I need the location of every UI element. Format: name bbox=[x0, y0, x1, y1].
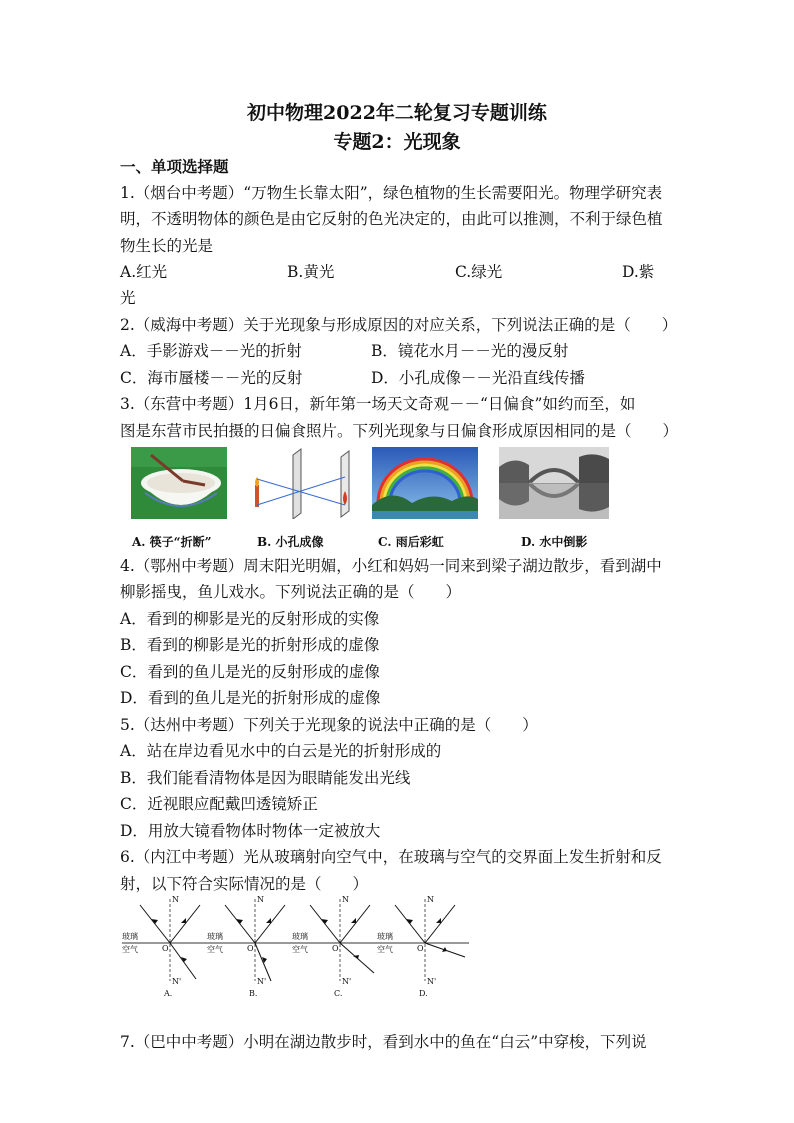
normal-label-n2: N' bbox=[427, 977, 437, 986]
q1-option-a: A.红光 bbox=[120, 263, 168, 281]
ray-diagram-d bbox=[377, 895, 469, 1000]
origin-label: O bbox=[247, 944, 254, 953]
diagram-label-a: A. bbox=[164, 989, 173, 998]
caption-d: D. 水中倒影 bbox=[521, 535, 588, 549]
q5-option-a: A．站在岸边看见水中的白云是光的折射形成的 bbox=[120, 742, 442, 760]
diagram-label-d: D. bbox=[419, 989, 428, 998]
normal-label-n: N bbox=[257, 895, 264, 904]
air-label: 空气 bbox=[207, 945, 223, 954]
q2-option-c: C．海市蜃楼－－光的反射 bbox=[120, 369, 303, 387]
glass-label: 玻璃 bbox=[292, 932, 308, 941]
q3-line-2: 图是东营市民拍摄的日偏食照片。下列光现象与日偏食形成原因相同的是（ ） bbox=[120, 422, 679, 440]
photo-water-reflection bbox=[499, 447, 609, 519]
air-label: 空气 bbox=[122, 945, 138, 954]
diagram-label-b: B. bbox=[249, 989, 258, 998]
origin-label: O bbox=[332, 944, 339, 953]
q6-line-2: 射，以下符合实际情况的是（ ） bbox=[120, 875, 369, 893]
air-label: 空气 bbox=[292, 945, 308, 954]
q2-line-1: 2.（威海中考题）关于光现象与形成原因的对应关系，下列说法正确的是（ ） bbox=[120, 316, 678, 334]
normal-label-n2: N' bbox=[342, 977, 352, 986]
origin-label: O bbox=[417, 944, 424, 953]
origin-label: O bbox=[162, 944, 169, 953]
caption-b: B. 小孔成像 bbox=[257, 535, 324, 549]
caption-a: A. 筷子“折断” bbox=[132, 535, 212, 549]
q4-option-c: C．看到的鱼儿是光的反射形成的虚像 bbox=[120, 663, 380, 681]
ray-diagram-b bbox=[207, 895, 299, 1000]
q1-option-c: C.绿光 bbox=[455, 263, 503, 281]
normal-label-n2: N' bbox=[172, 977, 182, 986]
q4-option-b: B．看到的柳影是光的折射形成的虚像 bbox=[120, 636, 380, 654]
q2-option-d: D．小孔成像－－光沿直线传播 bbox=[371, 369, 585, 387]
q4-option-a: A．看到的柳影是光的反射形成的实像 bbox=[120, 610, 380, 628]
page-title: 初中物理2022年二轮复习专题训练 bbox=[247, 102, 547, 124]
q2-option-a: A．手影游戏－－光的折射 bbox=[120, 342, 302, 360]
q4-option-d: D．看到的鱼儿是光的折射形成的虚像 bbox=[120, 689, 381, 707]
normal-label-n: N bbox=[172, 895, 179, 904]
q7-line-1: 7.（巴中中考题）小明在湖边散步时，看到水中的鱼在“白云”中穿梭，下列说 bbox=[120, 1033, 647, 1051]
diagram-label-c: C. bbox=[334, 989, 343, 998]
normal-label-n2: N' bbox=[257, 977, 267, 986]
glass-label: 玻璃 bbox=[377, 932, 393, 941]
q1-option-d: D.紫 bbox=[622, 263, 655, 281]
normal-label-n: N bbox=[342, 895, 349, 904]
ray-diagram-c bbox=[292, 895, 384, 1000]
glass-label: 玻璃 bbox=[122, 932, 138, 941]
diagram-pinhole-imaging bbox=[247, 447, 357, 519]
q3-line-1: 3.（东营中考题）1月6日，新年第一场天文奇观－－“日偏食”如约而至，如 bbox=[120, 395, 636, 413]
page-subtitle: 专题2：光现象 bbox=[333, 131, 461, 153]
q4-line-1: 4.（鄂州中考题）周末阳光明媚，小红和妈妈一同来到梁子湖边散步，看到湖中 bbox=[120, 557, 662, 575]
photo-chopsticks-bowl bbox=[131, 447, 227, 519]
q1-line-3: 物生长的光是 bbox=[120, 237, 214, 255]
photo-rainbow bbox=[372, 447, 478, 519]
q1-option-b: B.黄光 bbox=[287, 263, 335, 281]
q1-line-1: 1.（烟台中考题）“万物生长靠太阳”，绿色植物的生长需要阳光。物理学研究表 bbox=[120, 184, 663, 202]
ray-diagram-a bbox=[122, 895, 214, 1000]
q5-option-d: D．用放大镜看物体时物体一定被放大 bbox=[120, 822, 381, 840]
section-heading: 一、单项选择题 bbox=[120, 157, 229, 176]
q2-option-b: B．镜花水月－－光的漫反射 bbox=[371, 342, 569, 360]
q5-option-b: B．我们能看清物体是因为眼睛能发出光线 bbox=[120, 769, 411, 787]
air-label: 空气 bbox=[377, 945, 393, 954]
q5-option-c: C．近视眼应配戴凹透镜矫正 bbox=[120, 795, 318, 813]
q5-line-1: 5.（达州中考题）下列关于光现象的说法中正确的是（ ） bbox=[120, 716, 538, 734]
caption-c: C. 雨后彩虹 bbox=[378, 535, 444, 549]
q6-line-1: 6.（内江中考题）光从玻璃射向空气中，在玻璃与空气的交界面上发生折射和反 bbox=[120, 848, 662, 866]
q4-line-2: 柳影摇曳，鱼儿戏水。下列说法正确的是（ ） bbox=[120, 583, 462, 601]
glass-label: 玻璃 bbox=[207, 932, 223, 941]
normal-label-n: N bbox=[427, 895, 434, 904]
q1-option-d-cont: 光 bbox=[120, 289, 136, 307]
q1-line-2: 明，不透明物体的颜色是由它反射的色光决定的，由此可以推测，不利于绿色植 bbox=[120, 210, 663, 228]
